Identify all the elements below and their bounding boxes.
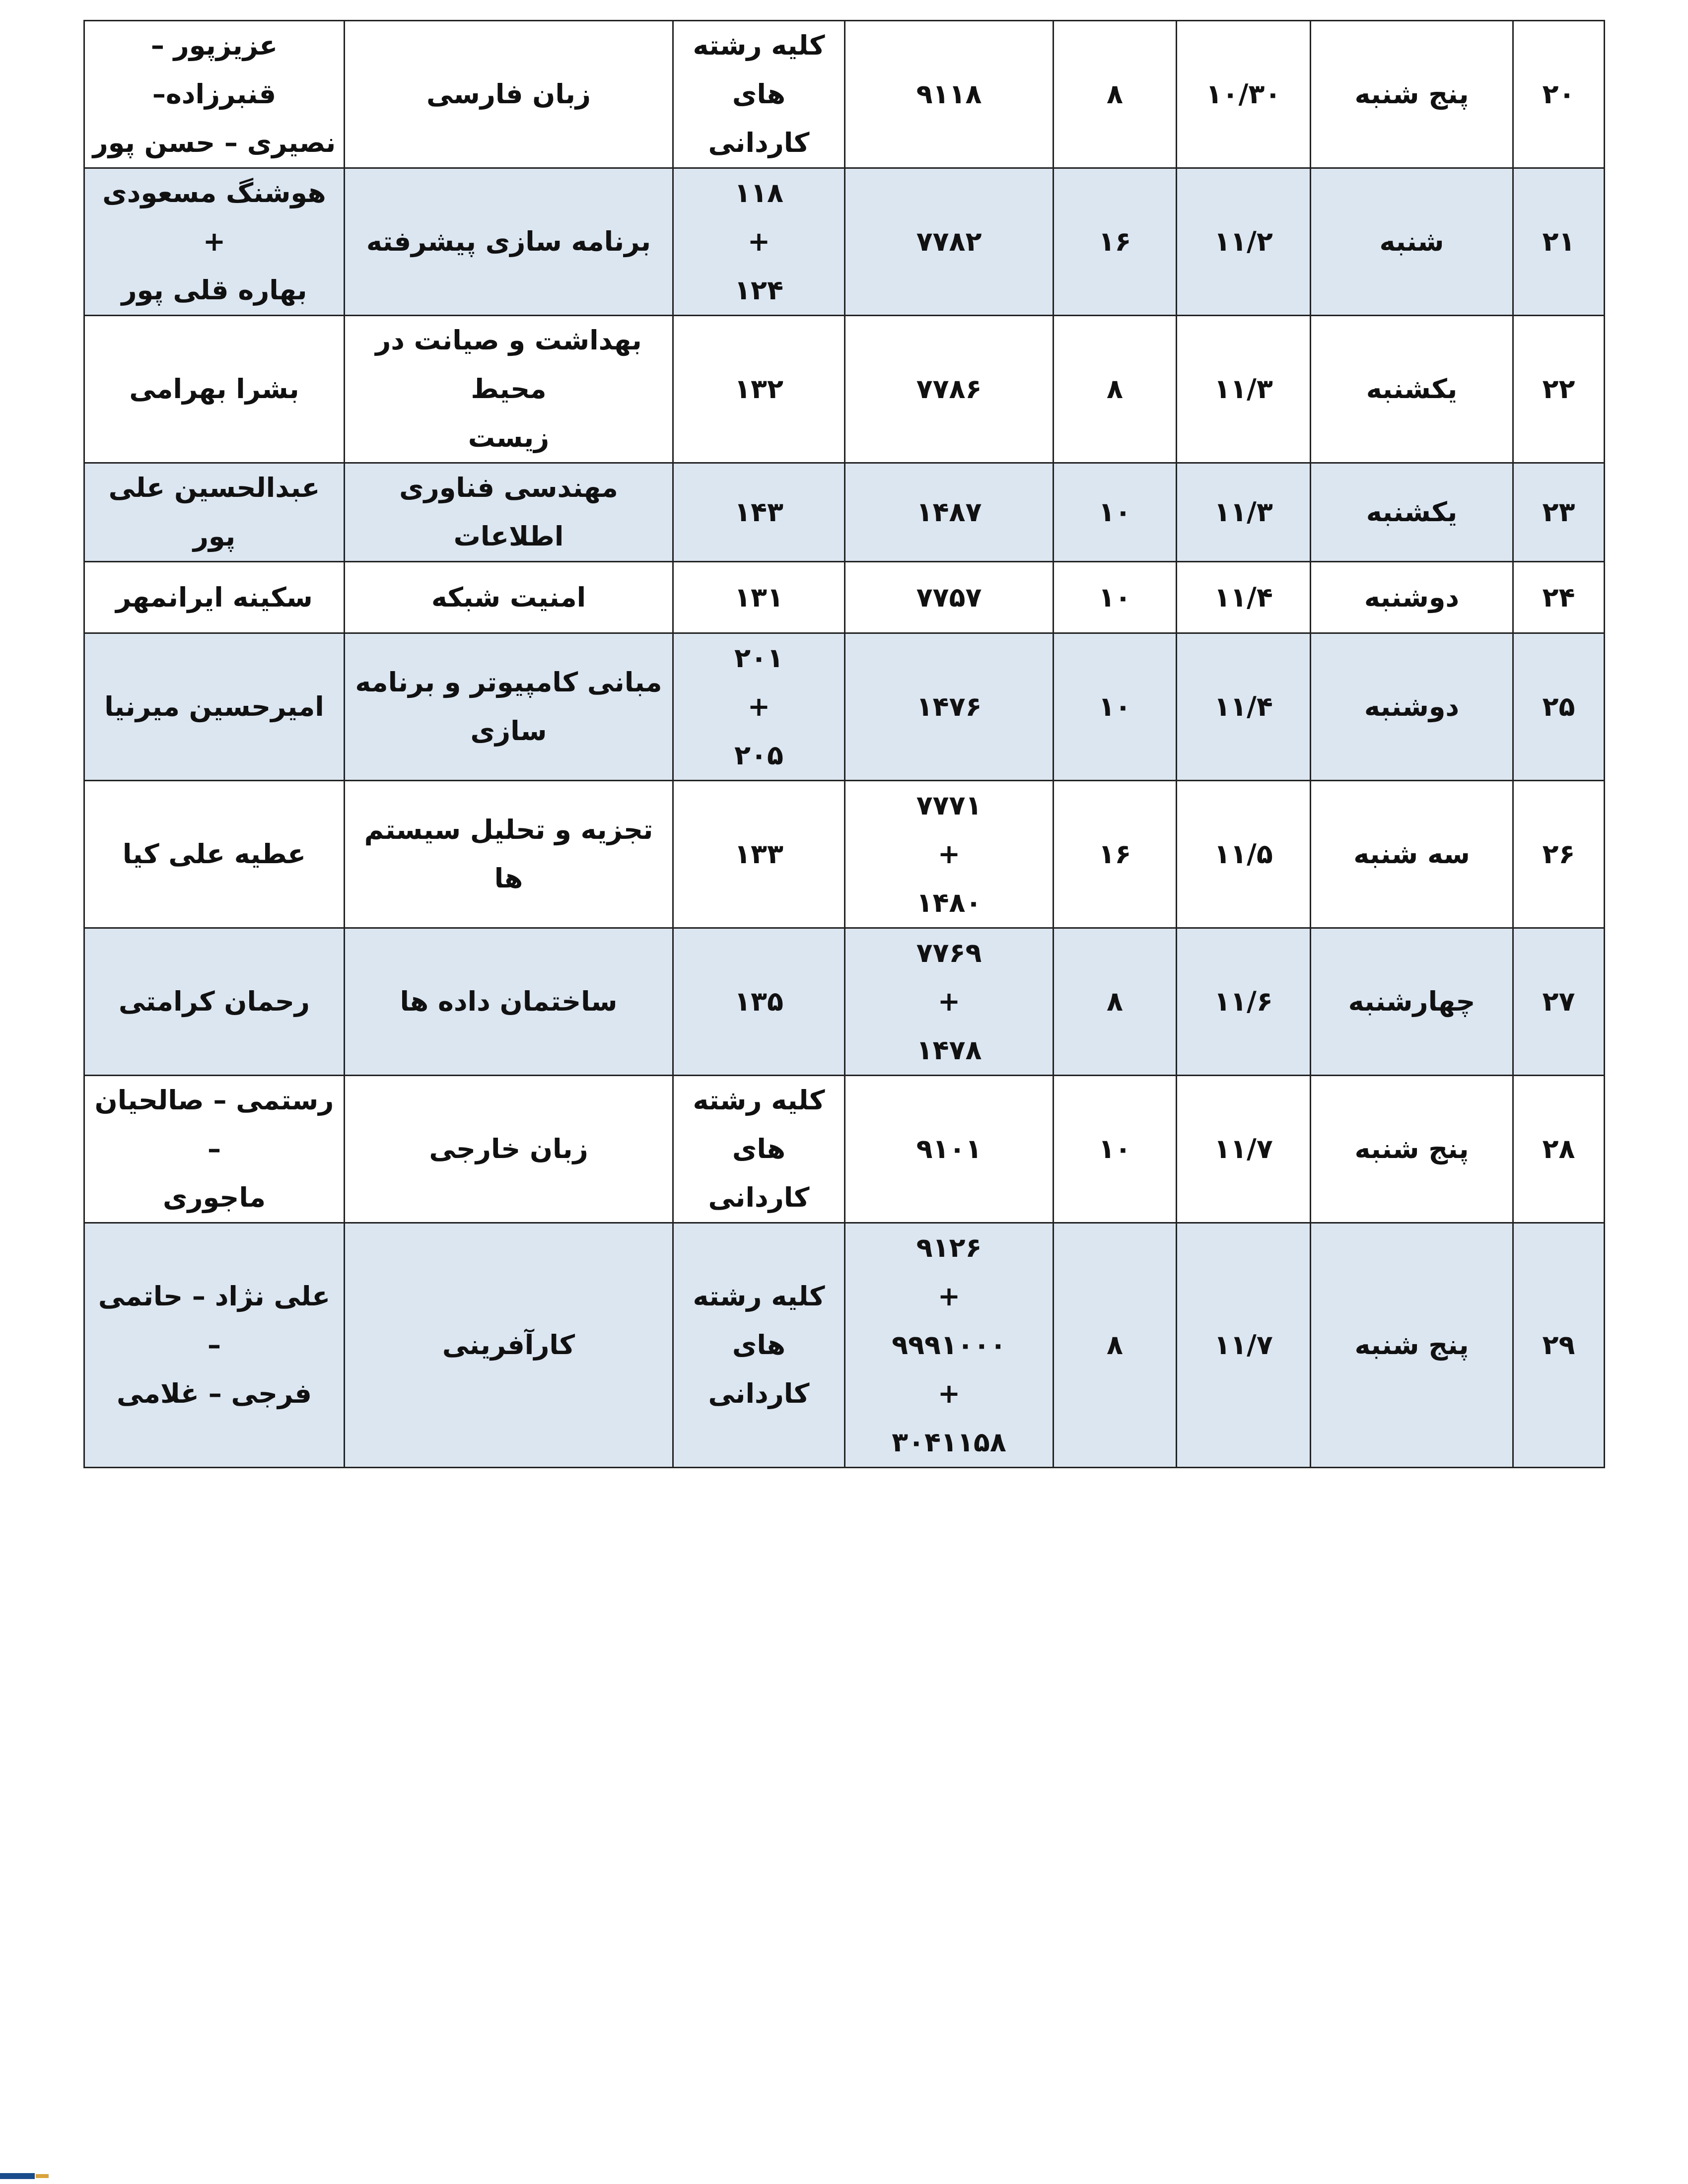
table-row (84, 21, 1605, 168)
row-number-cell: ۲۵ (1513, 633, 1605, 781)
table-row (84, 1076, 1605, 1223)
instructor-cell: بشرا بهرامی (84, 316, 345, 463)
time-cell: ۸ (1054, 316, 1177, 463)
course-code-cell: ۹۱۰۱ (845, 1076, 1054, 1223)
course-code-cell: ۹۱۱۸ (845, 21, 1054, 168)
row-number-cell: ۲۱ (1513, 168, 1605, 316)
day-cell: پنج شنبه (1311, 1076, 1513, 1223)
instructor-cell: عطیه علی کیا (84, 781, 345, 928)
footer-logo (0, 2173, 50, 2179)
instructor-cell: سکینه ایرانمهر (84, 562, 345, 633)
instructor-cell: هوشنگ مسعودی + بهاره قلی پور (84, 168, 345, 316)
course-code-cell: ۷۷۶۹ + ۱۴۷۸ (845, 928, 1054, 1076)
table-row (84, 562, 1605, 633)
course-name-cell: برنامه سازی پیشرفته (345, 168, 673, 316)
course-name-cell: ساختمان داده ها (345, 928, 673, 1076)
schedule-body (84, 21, 1605, 1468)
group-code-cell: کلیه رشته های کاردانی (673, 1223, 845, 1468)
instructor-cell: علی نژاد – حاتمی – فرجی – غلامی (84, 1223, 345, 1468)
table-row (84, 463, 1605, 562)
course-name-cell: زبان خارجی (345, 1076, 673, 1223)
course-code-cell: ۷۷۸۲ (845, 168, 1054, 316)
table-row (84, 781, 1605, 928)
date-cell: ۱۱/۴ (1177, 633, 1311, 781)
table-row (84, 633, 1605, 781)
day-cell: پنج شنبه (1311, 1223, 1513, 1468)
row-number-cell: ۲۷ (1513, 928, 1605, 1076)
day-cell: شنبه (1311, 168, 1513, 316)
time-cell: ۱۰ (1054, 1076, 1177, 1223)
row-number-cell: ۲۴ (1513, 562, 1605, 633)
day-cell: چهارشنبه (1311, 928, 1513, 1076)
date-cell: ۱۱/۷ (1177, 1223, 1311, 1468)
time-cell: ۸ (1054, 1223, 1177, 1468)
day-cell: یکشنبه (1311, 463, 1513, 562)
date-cell: ۱۱/۷ (1177, 1076, 1311, 1223)
course-code-cell: ۱۴۷۶ (845, 633, 1054, 781)
time-cell: ۱۰ (1054, 463, 1177, 562)
time-cell: ۸ (1054, 21, 1177, 168)
course-code-cell: ۷۷۵۷ (845, 562, 1054, 633)
table-row (84, 316, 1605, 463)
row-number-cell: ۲۰ (1513, 21, 1605, 168)
table-row (84, 168, 1605, 316)
course-name-cell: تجزیه و تحلیل سیستم ها (345, 781, 673, 928)
row-number-cell: ۲۹ (1513, 1223, 1605, 1468)
time-cell: ۱۶ (1054, 168, 1177, 316)
day-cell: پنج شنبه (1311, 21, 1513, 168)
row-number-cell: ۲۲ (1513, 316, 1605, 463)
date-cell: ۱۱/۳ (1177, 316, 1311, 463)
group-code-cell: ۱۳۳ (673, 781, 845, 928)
date-cell: ۱۱/۶ (1177, 928, 1311, 1076)
date-cell: ۱۱/۵ (1177, 781, 1311, 928)
time-cell: ۱۰ (1054, 562, 1177, 633)
date-cell: ۱۰/۳۰ (1177, 21, 1311, 168)
group-code-cell: ۲۰۱ + ۲۰۵ (673, 633, 845, 781)
group-code-cell: ۱۳۵ (673, 928, 845, 1076)
course-name-cell: بهداشت و صیانت در محیط زیست (345, 316, 673, 463)
course-code-cell: ۷۷۷۱ + ۱۴۸۰ (845, 781, 1054, 928)
day-cell: دوشنبه (1311, 562, 1513, 633)
row-number-cell: ۲۳ (1513, 463, 1605, 562)
group-code-cell: ۱۴۳ (673, 463, 845, 562)
time-cell: ۸ (1054, 928, 1177, 1076)
table-row (84, 928, 1605, 1076)
exam-schedule-table (83, 20, 1605, 1468)
day-cell: سه شنبه (1311, 781, 1513, 928)
instructor-cell: رحمان کرامتی (84, 928, 345, 1076)
time-cell: ۱۶ (1054, 781, 1177, 928)
group-code-cell: ۱۱۸ + ۱۲۴ (673, 168, 845, 316)
course-code-cell: ۷۷۸۶ (845, 316, 1054, 463)
date-cell: ۱۱/۴ (1177, 562, 1311, 633)
course-name-cell: کارآفرینی (345, 1223, 673, 1468)
table-row (84, 1223, 1605, 1468)
date-cell: ۱۱/۲ (1177, 168, 1311, 316)
course-name-cell: امنیت شبکه (345, 562, 673, 633)
group-code-cell: ۱۳۲ (673, 316, 845, 463)
day-cell: یکشنبه (1311, 316, 1513, 463)
date-cell: ۱۱/۳ (1177, 463, 1311, 562)
instructor-cell: رستمی – صالحیان – ماجوری (84, 1076, 345, 1223)
row-number-cell: ۲۸ (1513, 1076, 1605, 1223)
course-name-cell: مبانی کامپیوتر و برنامه سازی (345, 633, 673, 781)
course-code-cell: ۹۱۲۶ + ۹۹۹۱۰۰۰ + ۳۰۴۱۱۵۸ (845, 1223, 1054, 1468)
instructor-cell: عزیزپور – قنبرزاده– نصیری – حسن پور (84, 21, 345, 168)
course-name-cell: زبان فارسی (345, 21, 673, 168)
time-cell: ۱۰ (1054, 633, 1177, 781)
row-number-cell: ۲۶ (1513, 781, 1605, 928)
instructor-cell: عبدالحسین علی پور (84, 463, 345, 562)
group-code-cell: ۱۳۱ (673, 562, 845, 633)
course-name-cell: مهندسی فناوری اطلاعات (345, 463, 673, 562)
instructor-cell: امیرحسین میرنیا (84, 633, 345, 781)
group-code-cell: کلیه رشته های کاردانی (673, 1076, 845, 1223)
course-code-cell: ۱۴۸۷ (845, 463, 1054, 562)
day-cell: دوشنبه (1311, 633, 1513, 781)
group-code-cell: کلیه رشته های کاردانی (673, 21, 845, 168)
